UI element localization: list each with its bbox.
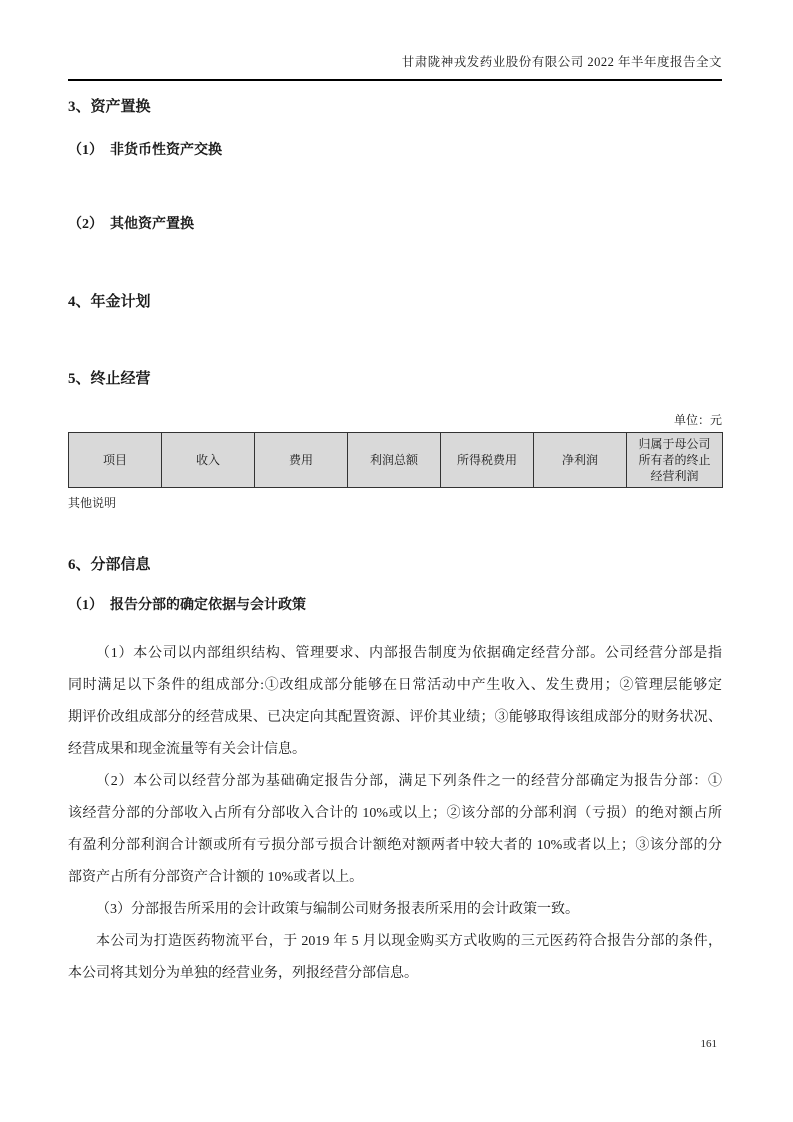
body-line: （2）本公司以经营分部为基础确定报告分部，满足下列条件之一的经营分部确定为报告分部：① (96, 774, 722, 789)
table-header-row (69, 433, 723, 488)
table-header-income-tax: 所得税费用 (441, 433, 534, 488)
page-number: 161 (700, 1038, 717, 1050)
body-line: （3）分部报告所采用的会计政策与编制公司财务报表所采用的会计政策一致。 (96, 902, 579, 917)
section-4-heading: 4、年金计划 (68, 294, 151, 310)
body-line: 该经营分部的分部收入占所有分部收入合计的 10%或以上；②该分部的分部利润（亏损）的绝对额占所 (68, 806, 722, 821)
discontinued-operations-table (68, 432, 723, 488)
table-header-expense: 费用 (255, 433, 348, 488)
table-footnote: 其他说明 (68, 496, 117, 510)
body-text (68, 638, 722, 990)
body-line: 本公司将其划分为单独的经营业务，列报经营分部信息。 (68, 966, 418, 981)
page-header (68, 54, 722, 81)
table-header-net-profit: 净利润 (534, 433, 627, 488)
body-line: （1）本公司以内部组织结构、管理要求、内部报告制度为依据确定经营分部。公司经营分部是指 (96, 646, 722, 661)
table-header-revenue: 收入 (162, 433, 255, 488)
section-5-heading: 5、终止经营 (68, 371, 151, 387)
section-6-heading: 6、分部信息 (68, 557, 151, 573)
section-3-1-heading: （1） 非货币性资产交换 (68, 143, 222, 158)
page-header-title: 甘肃陇神戎发药业股份有限公司 2022 年半年度报告全文 (401, 55, 722, 69)
body-line: 有盈利分部利润合计额或所有亏损分部亏损合计额绝对额两者中较大者的 10%或者以上；③该分部的分 (68, 838, 722, 853)
body-line: 期评价改组成部分的经营成果、已决定向其配置资源、评价其业绩；③能够取得该组成部分的财务状况、 (68, 710, 722, 725)
table-header-item: 项目 (69, 433, 162, 488)
body-line: 本公司为打造医药物流平台，于 2019 年 5 月以现金购买方式收购的三元医药符合报告分部的条件， (96, 934, 722, 949)
section-6-1-heading: （1） 报告分部的确定依据与会计政策 (68, 598, 306, 613)
body-line: 部资产占所有分部资产合计额的 10%或者以上。 (68, 870, 364, 885)
table-header-parent-attributable: 归属于母公司所有者的终止经营利润 (627, 433, 723, 488)
body-line: 同时满足以下条件的组成部分:①改组成部分能够在日常活动中产生收入、发生费用；②管理层能够定 (68, 678, 722, 693)
section-3-heading: 3、资产置换 (68, 99, 151, 115)
body-line: 经营成果和现金流量等有关会计信息。 (68, 742, 306, 757)
section-3-2-heading: （2） 其他资产置换 (68, 217, 194, 232)
table-header-total-profit: 利润总额 (348, 433, 441, 488)
table-unit-label: 单位：元 (673, 413, 722, 427)
